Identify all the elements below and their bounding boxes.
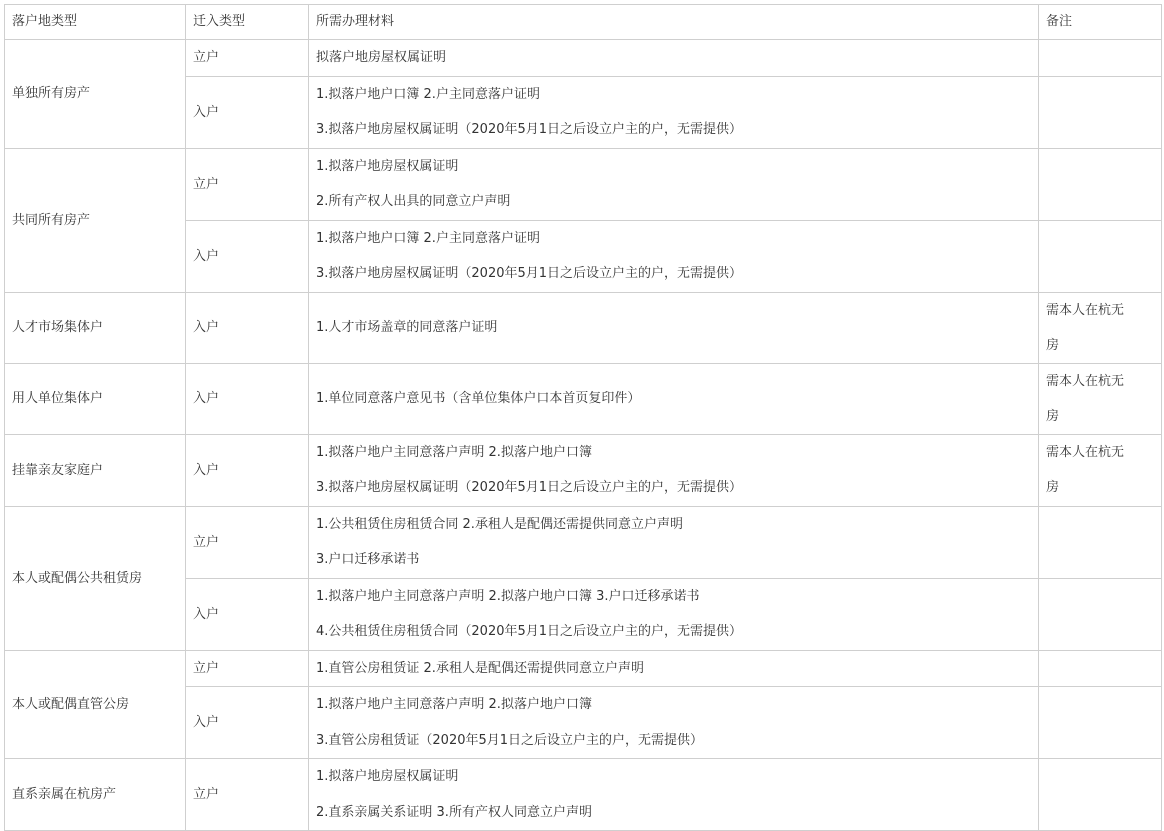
material-line: 拟落户地房屋权属证明 (316, 50, 447, 65)
header-materials: 所需办理材料 (309, 5, 1039, 40)
material-line: 1.拟落户地户主同意落户声明 2.拟落户地户口簿 (316, 697, 592, 712)
move-type-cell: 立户 (186, 650, 309, 687)
table-row (5, 148, 1162, 220)
settlement-type-cell: 单独所有房产 (5, 40, 186, 149)
table-row (5, 292, 1162, 363)
remark-cell (1039, 220, 1162, 292)
remark-cell (1039, 76, 1162, 148)
materials-cell (309, 220, 1039, 292)
table-row (5, 506, 1162, 578)
materials-cell (309, 759, 1039, 831)
move-type-cell: 入户 (186, 578, 309, 650)
remark-line: 房 (1046, 337, 1060, 353)
remark-cell (1039, 40, 1162, 77)
header-settlement-type: 落户地类型 (5, 5, 186, 40)
material-line: 1.单位同意落户意见书（含单位集体户口本首页复印件） (316, 390, 641, 406)
material-line: 1.拟落户地房屋权属证明 (316, 158, 459, 174)
remark-cell (1039, 687, 1162, 759)
material-line: 1.拟落户地房屋权属证明 (316, 769, 459, 784)
material-line: 3.户口迁移承诺书 (316, 552, 420, 567)
settlement-type-cell: 挂靠亲友家庭户 (5, 434, 186, 506)
materials-cell (309, 434, 1039, 506)
remark-cell (1039, 148, 1162, 220)
remark-line: 需本人在杭无 (1046, 445, 1125, 460)
materials-cell (309, 578, 1039, 650)
move-type-cell: 立户 (186, 148, 309, 220)
move-type-cell: 立户 (186, 506, 309, 578)
material-line: 3.拟落户地房屋权属证明（2020年5月1日之后设立户主的户，无需提供） (316, 480, 743, 495)
material-line: 1.拟落户地户主同意落户声明 2.拟落户地户口簿 (316, 444, 592, 460)
move-type-cell: 立户 (186, 759, 309, 831)
settlement-type-cell: 本人或配偶直管公房 (5, 650, 186, 759)
household-registration-table (4, 4, 1162, 831)
table-row (5, 759, 1162, 831)
material-line: 2.所有产权人出具的同意立户声明 (316, 194, 511, 209)
table-row (5, 363, 1162, 434)
settlement-type-cell: 直系亲属在杭房产 (5, 759, 186, 831)
remark-cell (1039, 292, 1162, 363)
materials-cell (309, 687, 1039, 759)
materials-cell (309, 506, 1039, 578)
material-line: 3.直管公房租赁证（2020年5月1日之后设立户主的户，无需提供） (316, 732, 704, 748)
material-line: 3.拟落户地房屋权属证明（2020年5月1日之后设立户主的户，无需提供） (316, 266, 743, 281)
settlement-type-cell: 共同所有房产 (5, 148, 186, 292)
materials-cell (309, 292, 1039, 363)
material-line: 2.直系亲属关系证明 3.所有产权人同意立户声明 (316, 804, 592, 820)
material-line: 1.直管公房租赁证 2.承租人是配偶还需提供同意立户声明 (316, 660, 644, 676)
move-type-cell: 立户 (186, 40, 309, 77)
move-type-cell: 入户 (186, 687, 309, 759)
remark-line: 房 (1046, 480, 1060, 495)
table-row (5, 434, 1162, 506)
material-line: 1.公共租赁住房租赁合同 2.承租人是配偶还需提供同意立户声明 (316, 516, 683, 532)
material-line: 1.拟落户地户口簿 2.户主同意落户证明 (316, 86, 540, 102)
move-type-cell: 入户 (186, 220, 309, 292)
materials-cell (309, 40, 1039, 77)
remark-cell (1039, 578, 1162, 650)
table-header-row (5, 5, 1162, 40)
move-type-cell: 入户 (186, 434, 309, 506)
settlement-type-cell: 用人单位集体户 (5, 363, 186, 434)
settlement-type-cell: 本人或配偶公共租赁房 (5, 506, 186, 650)
move-type-cell: 入户 (186, 363, 309, 434)
settlement-type-cell: 人才市场集体户 (5, 292, 186, 363)
table-body (5, 40, 1162, 831)
table-row (5, 40, 1162, 77)
material-line: 1.拟落户地户主同意落户声明 2.拟落户地户口簿 3.户口迁移承诺书 (316, 588, 700, 604)
move-type-cell: 入户 (186, 76, 309, 148)
remark-cell (1039, 434, 1162, 506)
move-type-cell: 入户 (186, 292, 309, 363)
remark-line: 需本人在杭无 (1046, 302, 1125, 318)
remark-cell (1039, 759, 1162, 831)
material-line: 4.公共租赁住房租赁合同（2020年5月1日之后设立户主的户，无需提供） (316, 624, 743, 639)
remark-cell (1039, 363, 1162, 434)
remark-line: 需本人在杭无 (1046, 373, 1125, 389)
material-line: 3.拟落户地房屋权属证明（2020年5月1日之后设立户主的户，无需提供） (316, 122, 743, 137)
header-remarks: 备注 (1039, 5, 1162, 40)
remark-line: 房 (1046, 408, 1060, 424)
materials-cell (309, 76, 1039, 148)
material-line: 1.人才市场盖章的同意落户证明 (316, 319, 498, 335)
table-row (5, 650, 1162, 687)
materials-cell (309, 650, 1039, 687)
remark-cell (1039, 650, 1162, 687)
materials-cell (309, 148, 1039, 220)
material-line: 1.拟落户地户口簿 2.户主同意落户证明 (316, 230, 540, 246)
materials-cell (309, 363, 1039, 434)
header-move-type: 迁入类型 (186, 5, 309, 40)
remark-cell (1039, 506, 1162, 578)
